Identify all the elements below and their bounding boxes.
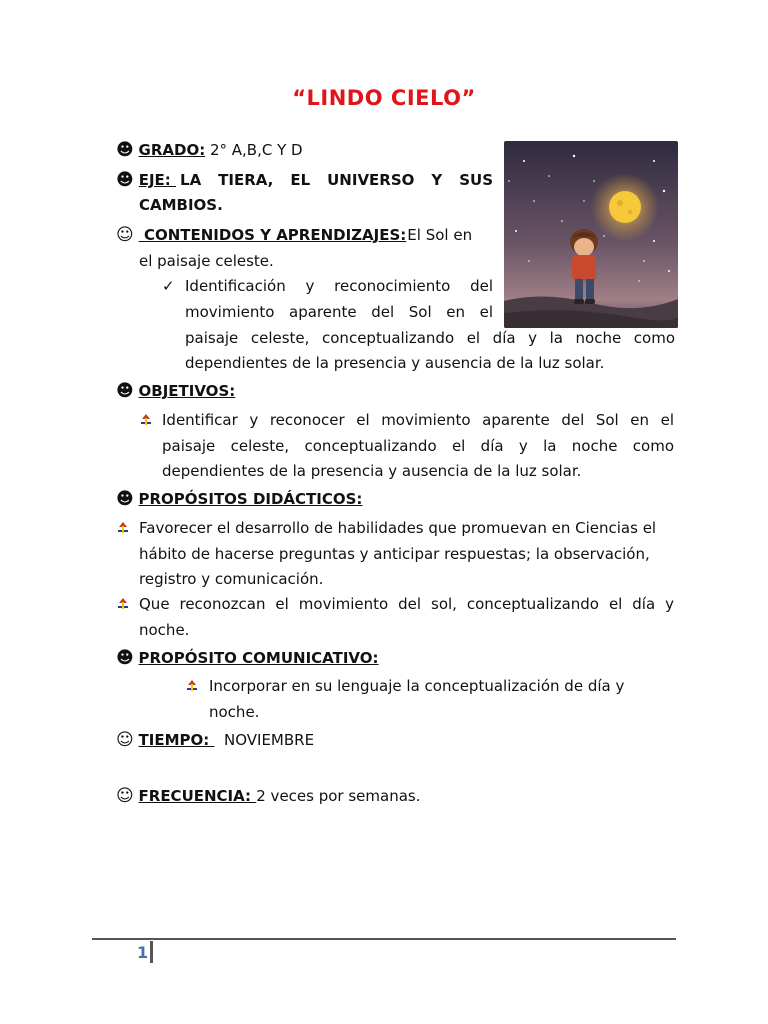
frecuencia-label: FRECUENCIA: <box>138 787 257 805</box>
eje-value-line2: CAMBIOS. <box>139 196 223 214</box>
contenidos-row <box>116 226 493 270</box>
grado-row <box>116 141 303 159</box>
check-line-2: movimiento aparente del Sol en el <box>185 303 493 321</box>
smiley-icon: ☻ <box>116 489 134 509</box>
propositos-label: PROPÓSITOS DIDÁCTICOS: <box>138 490 363 508</box>
smiley-icon: ☻ <box>116 381 134 401</box>
proposito-1-line-2: hábito de hacerse preguntas y anticipar respuestas; la observación, <box>139 545 650 563</box>
smiley-icon: ☺ <box>116 786 134 806</box>
smiley-icon: ☻ <box>116 140 134 160</box>
propositos-row <box>116 490 362 508</box>
grado-label: GRADO: <box>138 141 206 159</box>
proposito-2-line-1: Que reconozcan el movimiento del sol, conceptualizando el día y <box>139 595 674 613</box>
eje-label: EJE: <box>138 171 177 189</box>
objetivos-row <box>116 382 235 400</box>
proposito-2-line-2: noche. <box>139 621 190 639</box>
arrow-bullet-icon <box>186 680 198 692</box>
comunicativo-label: PROPÓSITO COMUNICATIVO: <box>138 649 379 667</box>
arrow-bullet-icon <box>117 522 129 534</box>
frecuencia-value: 2 veces por semanas. <box>256 787 421 805</box>
eje-value-line1: LA TIERA, EL UNIVERSO Y SUS <box>180 171 493 189</box>
tiempo-row <box>116 731 314 749</box>
smiley-icon: ☻ <box>116 648 134 668</box>
check-line-4: dependientes de la presencia y ausencia de la luz solar. <box>185 354 605 372</box>
comunicativo-line-1: Incorporar en su lenguaje la conceptualización de día y <box>209 677 625 695</box>
grado-value: 2° A,B,C Y D <box>205 141 303 159</box>
contenidos-value: El Sol en <box>407 226 473 244</box>
smiley-icon: ☺ <box>116 730 134 750</box>
frecuencia-row <box>116 787 421 805</box>
page-number: 1 <box>137 943 149 962</box>
tiempo-label: TIEMPO: <box>138 731 215 749</box>
arrow-bullet-icon <box>140 414 152 426</box>
objetivo-line-1: Identificar y reconocer el movimiento aparente del Sol en el <box>162 411 674 429</box>
contenidos-value-line2: el paisaje celeste. <box>139 252 274 270</box>
document-title: “LINDO CIELO” <box>292 86 476 110</box>
night-sky-illustration <box>504 141 678 328</box>
proposito-1-line-1: Favorecer el desarrollo de habilidades que promuevan en Ciencias el <box>139 519 657 537</box>
arrow-bullet-icon <box>117 598 129 610</box>
page-number-divider <box>150 941 153 963</box>
smiley-icon: ☻ <box>116 169 134 190</box>
objetivos-label: OBJETIVOS: <box>138 382 236 400</box>
check-line-3: paisaje celeste, conceptualizando el día y la noche como <box>185 329 675 347</box>
objetivo-line-3: dependientes de la presencia y ausencia de la luz solar. <box>162 462 582 480</box>
check-icon: ✓ <box>162 277 175 295</box>
boy-looking-at-moon-image <box>504 141 678 328</box>
comunicativo-line-2: noche. <box>209 703 260 721</box>
comunicativo-row <box>116 649 379 667</box>
objetivo-line-2: paisaje celeste, conceptualizando el día y la noche como <box>162 437 674 455</box>
tiempo-value: NOVIEMBRE <box>214 731 315 749</box>
check-line-1: Identificación y reconocimiento del <box>185 277 493 295</box>
contenidos-label: CONTENIDOS Y APRENDIZAJES: <box>138 226 407 244</box>
proposito-1-line-3: registro y comunicación. <box>139 570 324 588</box>
footer-divider <box>92 938 676 940</box>
smiley-icon: ☺ <box>116 224 134 245</box>
eje-row <box>116 171 493 214</box>
